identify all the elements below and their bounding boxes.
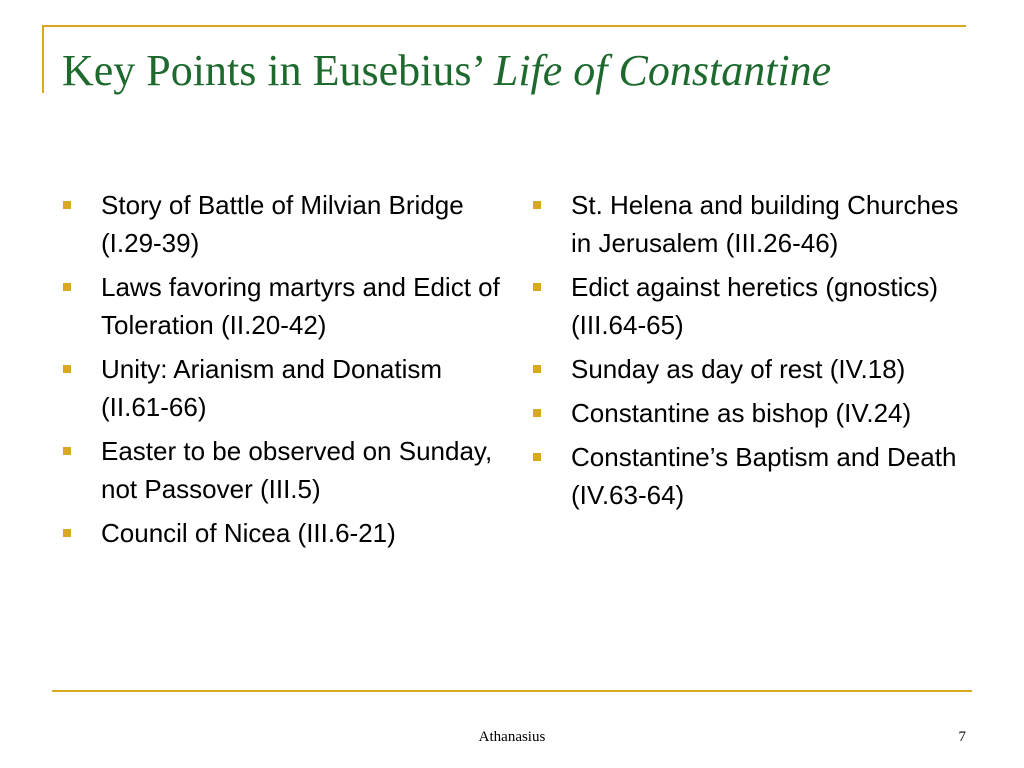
bullet-text: Easter to be observed on Sunday, not Passover (III.5) xyxy=(101,436,493,504)
square-bullet-icon xyxy=(533,453,541,461)
bullet-text: Council of Nicea (III.6-21) xyxy=(101,518,396,548)
bullet-text: St. Helena and building Churches in Jerusalem (III.26-46) xyxy=(571,190,959,258)
bullet-text: Sunday as day of rest (IV.18) xyxy=(571,354,906,384)
title-top-rule xyxy=(42,25,966,27)
right-bullet-item xyxy=(532,438,972,514)
square-bullet-icon xyxy=(63,283,71,291)
square-bullet-icon xyxy=(63,201,71,209)
bullet-text: Constantine as bishop (IV.24) xyxy=(571,398,912,428)
footer-title: Athanasius xyxy=(478,729,546,745)
right-bullet-item xyxy=(532,186,972,262)
bullet-text: Laws favoring martyrs and Edict of Toleration (II.20-42) xyxy=(101,272,500,340)
left-bullet-item xyxy=(62,432,502,508)
left-bullet-item xyxy=(62,514,502,552)
bullet-text: Story of Battle of Milvian Bridge (I.29-39) xyxy=(101,190,464,258)
right-bullet-item xyxy=(532,350,972,388)
slide-number: 7 xyxy=(958,729,966,745)
square-bullet-icon xyxy=(533,201,541,209)
left-bullet-list xyxy=(62,186,502,558)
bullet-text: Constantine’s Baptism and Death (IV.63-64) xyxy=(571,442,957,510)
bullet-text: Unity: Arianism and Donatism (II.61-66) xyxy=(101,354,443,422)
right-bullet-item xyxy=(532,394,972,432)
slide-title-italic: Life of Constantine xyxy=(493,46,832,95)
square-bullet-icon xyxy=(63,447,71,455)
right-bullet-list xyxy=(532,186,972,520)
square-bullet-icon xyxy=(533,365,541,373)
title-left-rule xyxy=(42,25,44,93)
right-bullet-item xyxy=(532,268,972,344)
square-bullet-icon xyxy=(63,529,71,537)
square-bullet-icon xyxy=(533,283,541,291)
square-bullet-icon xyxy=(63,365,71,373)
slide-title-main: Key Points in Eusebius’ xyxy=(62,46,494,95)
left-bullet-item xyxy=(62,268,502,344)
footer-rule xyxy=(52,690,972,692)
left-bullet-item xyxy=(62,186,502,262)
bullet-text: Edict against heretics (gnostics) (III.64-65) xyxy=(571,272,939,340)
slide-title xyxy=(62,43,831,99)
square-bullet-icon xyxy=(533,409,541,417)
left-bullet-item xyxy=(62,350,502,426)
